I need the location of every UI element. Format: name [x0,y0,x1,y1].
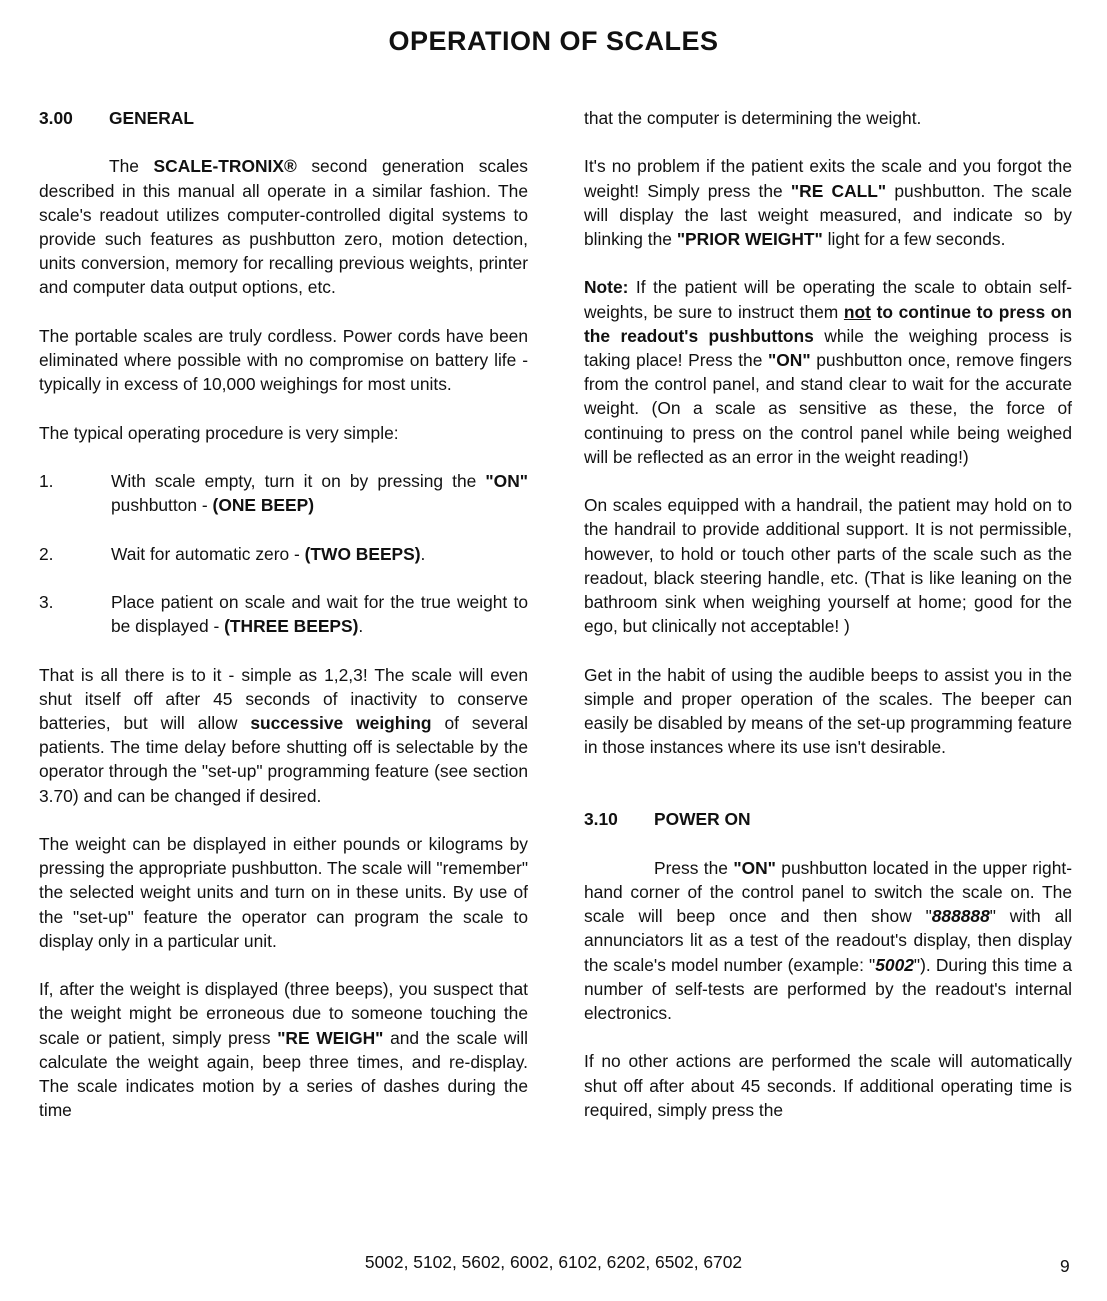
right-column [584,106,1072,1122]
text: That is all there is to it - simple as 1,2,3! The scale will even shut itself off after 45 seconds of inactivity to conserve batteries, but will allow [39,664,528,733]
list-number: 1. [39,470,54,491]
text: " with all annunciators lit as a test of the readout's display, then display the scale's model number (example: " [584,906,1072,975]
bold-text: "RE CALL" [790,180,887,201]
list-number: 2. [39,543,54,564]
text: light for a few seconds. [822,229,1006,249]
list-text [111,469,528,517]
text: It's no problem if the patient exits the scale and you forgot the weight! Simply press the [584,156,1072,201]
text: With scale empty, turn it on by pressing the [111,470,486,491]
display-code: 888888 [931,906,990,927]
bold-text: successive weighing [250,712,432,733]
section-heading-power-on [584,807,1072,831]
bold-text: (ONE BEEP) [212,495,314,516]
section-title: GENERAL [109,108,195,128]
text: "). During this time a number of self-tests are performed by the readout's internal electronics. [584,954,1072,1024]
list-number: 3. [39,591,54,612]
bold-text: "ON" [768,350,811,370]
bold-text: to continue to press on the readout's pushbuttons [584,301,1072,346]
list-item [39,590,528,638]
text: . [420,543,426,564]
text: If the patient will be operating the scale to obtain self-weights, be sure to instruct them [584,277,1072,322]
text: and the scale will calculate the weight again, beep three times, and re-display. The scale indicates motion by a series of dashes during the time [39,1027,528,1121]
list-item [39,469,528,517]
bold-text: (THREE BEEPS) [224,616,359,637]
paragraph-cordless: The portable scales are truly cordless. Power cords have been eliminated where possible with no compromise on battery life - typically in excess of 10,000 weighings for most units. [39,325,528,395]
bold-text: "PRIOR WEIGHT" [676,229,823,249]
paragraph-general-intro [39,154,528,299]
paragraph-handrail: On scales equipped with a handrail, the patient may hold on to the handrail to provide additional support. It is not permissible, however, to hold or touch other parts of the scale such as the readout, black steering handle, etc. (That is like leaning on the bathroom sink when weighing yourself at home; good for the ego, but clinically not acceptable! ) [584,495,1072,637]
bold-text: "ON" [733,857,776,878]
section-number: 3.00 [39,108,73,128]
paragraph-beeps: Get in the habit of using the audible beeps to assist you in the simple and proper operation of the scales. The beeper can easily be disabled by means of the set-up programming feature in those instances where its use isn't desirable. [584,664,1072,758]
paragraph-power-on [584,856,1072,1025]
paragraph-units: The weight can be displayed in either pounds or kilograms by pressing the appropriate pushbutton. The scale will "remember" the selected weight units and turn on in these units. By use of the "set-up" feature the operator can program the scale to display only in a particular unit. [39,833,528,951]
paragraph-simple [39,663,528,808]
text: Press the [654,857,734,878]
section-title: POWER ON [654,809,751,830]
footer-model-list: 5002, 5102, 5602, 6002, 6102, 6202, 6502, 6702 [364,1252,743,1272]
text: pushbutton - [111,495,213,516]
page-title: OPERATION OF SCALES [388,26,719,56]
section-heading-general [39,106,528,130]
list-text [111,542,528,566]
text: second generation scales described in this manual all operate in a similar fashion. The scale's readout utilizes computer-controlled digital systems to provide such features as pushbutton zero, motion detection, units conversion, memory for recalling previous weights, printer and computer data output options, etc. [39,156,528,298]
text: The [109,156,154,177]
text: pushbutton located in the upper right-hand corner of the control panel to switch the scale on. The scale will beep once and then show " [584,857,1072,927]
text: If, after the weight is displayed (three beeps), you suspect that the weight might be erroneous due to someone touching the scale or patient, simply press [39,979,528,1048]
list-item [39,542,528,566]
left-column [39,106,528,1122]
bold-text: (TWO BEEPS) [304,543,421,564]
section-number: 3.10 [584,809,618,830]
display-code: 5002 [875,954,914,975]
paragraph-reweigh [39,977,528,1122]
paragraph-note [584,275,1072,469]
text: Place patient on scale and wait for the true weight to be displayed - [111,591,528,637]
page-number: 9 [1060,1256,1070,1276]
paragraph-recall [584,154,1072,251]
text: of several patients. The time delay before shutting off is selectable by the operator through the "set-up" programming feature (see section 3.70) and can be changed if desired. [39,712,528,806]
text: pushbutton once, remove fingers from the control panel, and stand clear to wait for the accurate weight. (On a scale as sensitive as these, the force of continuing to press on the control panel while being weighed will be reflected as an error in the weight reading!) [584,350,1072,467]
bold-text: "RE WEIGH" [277,1027,384,1048]
underlined-text: not [843,301,871,322]
text: pushbutton. The scale will display the last weight measured, and indicate so by blinking the [584,180,1072,249]
text: . [358,616,364,637]
paragraph-procedure-intro: The typical operating procedure is very simple: [39,422,399,443]
text: while the weighing process is taking place! Press the [584,325,1073,370]
list-text [111,590,528,638]
brand-name: SCALE-TRONIX® [153,156,297,177]
text: Wait for automatic zero - [111,543,305,564]
bold-text: "ON" [485,470,528,491]
note-label: Note: [584,277,629,298]
paragraph-determining: that the computer is determining the weight. [584,108,922,128]
paragraph-auto-shutoff: If no other actions are performed the scale will automatically shut off after about 45 seconds. If additional operating time is required, simply press the [584,1051,1072,1120]
